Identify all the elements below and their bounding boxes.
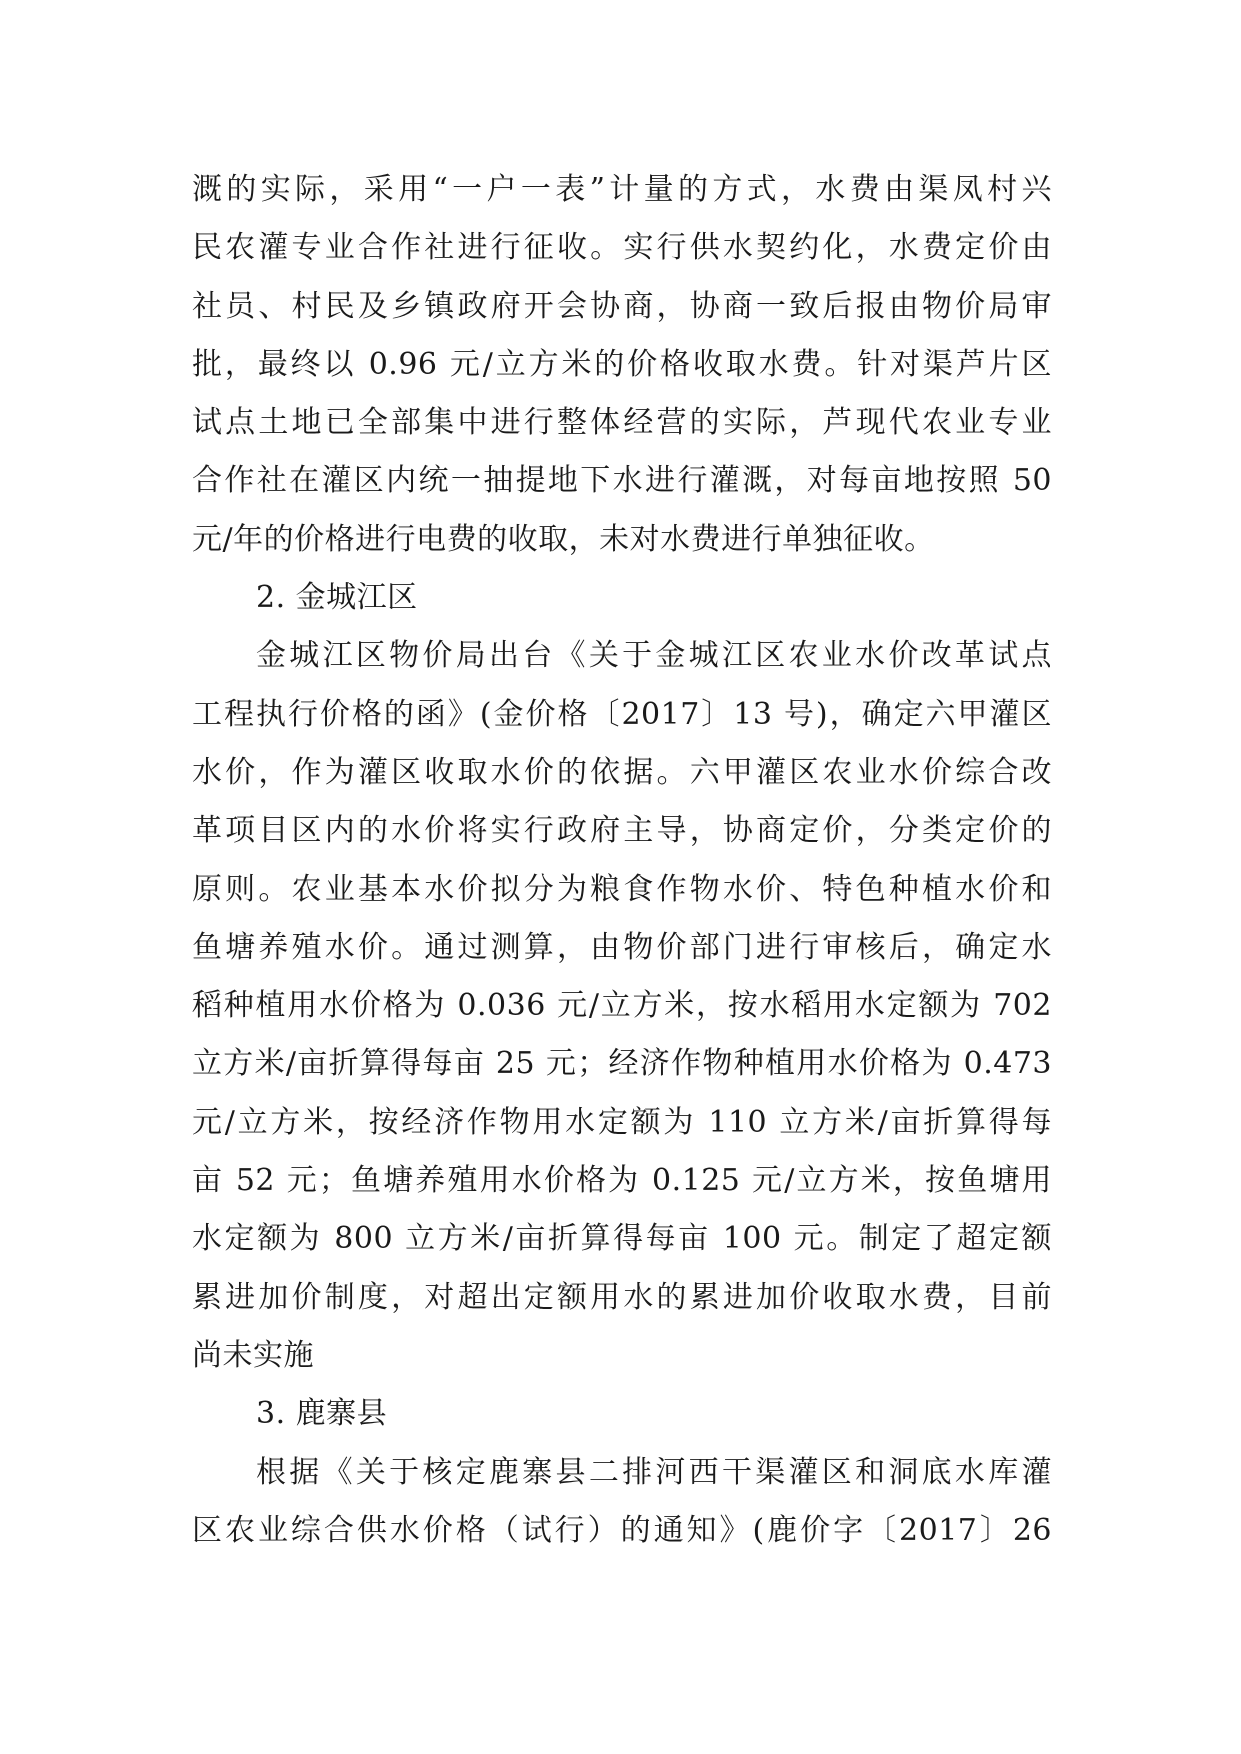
text-line: 民农灌专业合作社进行征收。实行供水契约化，水费定价由 [192,230,1052,266]
text-line: 累进加价制度，对超出定额用水的累进加价收取水费，目前 [192,1279,1052,1315]
text-line: 稻种植用水价格为 0.036 元/立方米，按水稻用水定额为 702 [192,988,1052,1024]
text-line: 原则。农业基本水价拟分为粮食作物水价、特色种植水价和 [192,871,1052,907]
text-line: 区农业综合供水价格（试行）的通知》(鹿价字〔2017〕26 [192,1512,1052,1548]
text-line: 鱼塘养殖水价。通过测算，由物价部门进行审核后，确定水 [192,929,1052,965]
body-text [192,161,1052,1560]
text-line: 革项目区内的水价将实行政府主导，协商定价，分类定价的 [192,813,1052,849]
text-line: 合作社在灌区内统一抽提地下水进行灌溉，对每亩地按照 50 [192,463,1052,499]
section-heading: 3. 鹿寨县 [256,1396,388,1432]
text-line: 水定额为 800 立方米/亩折算得每亩 100 元。制定了超定额 [192,1221,1052,1257]
text-line: 溉的实际，采用“一户一表”计量的方式，水费由渠凤村兴 [192,172,1052,207]
text-line: 社员、村民及乡镇政府开会协商，协商一致后报由物价局审 [192,288,1052,324]
text-line: 工程执行价格的函》(金价格〔2017〕13 号)，确定六甲灌区 [192,696,1052,732]
text-line: 元/立方米，按经济作物用水定额为 110 立方米/亩折算得每 [192,1104,1052,1140]
text-line: 水价，作为灌区收取水价的依据。六甲灌区农业水价综合改 [192,754,1052,790]
text-line: 试点土地已全部集中进行整体经营的实际，芦现代农业专业 [192,405,1052,441]
text-line: 元/年的价格进行电费的收取，未对水费进行单独征收。 [192,521,935,557]
section-heading: 2. 金城江区 [256,580,418,616]
text-line: 金城江区物价局出台《关于金城江区农业水价改革试点 [256,638,1052,674]
text-line: 批，最终以 0.96 元/立方米的价格收取水费。针对渠芦片区 [192,346,1052,382]
text-line: 立方米/亩折算得每亩 25 元；经济作物种植用水价格为 0.473 [192,1046,1052,1082]
text-line: 尚未实施 [192,1337,314,1373]
text-line: 亩 52 元；鱼塘养殖用水价格为 0.125 元/立方米，按鱼塘用 [192,1163,1052,1199]
text-line: 根据《关于核定鹿寨县二排河西干渠灌区和洞底水库灌 [256,1454,1052,1490]
